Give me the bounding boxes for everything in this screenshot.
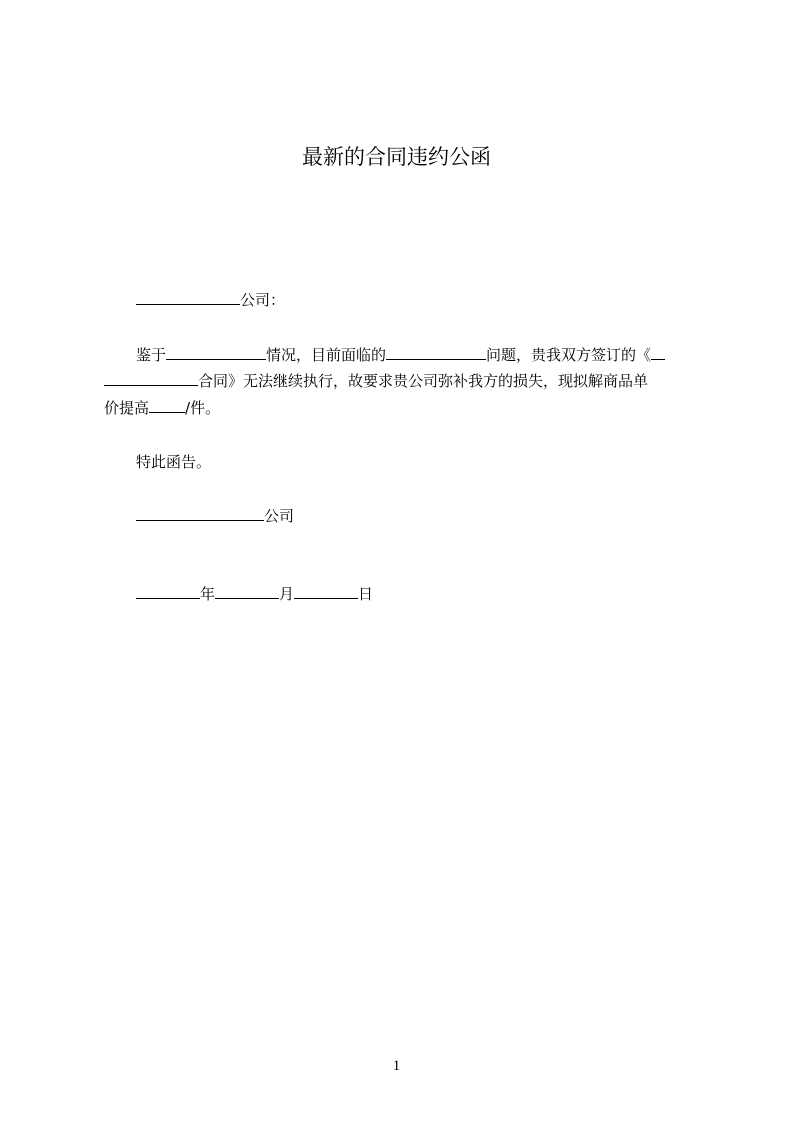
signature-blank <box>136 506 264 521</box>
addressee-suffix: 公司： <box>240 291 286 309</box>
body-text-1b: 情况，目前面临的 <box>266 346 387 364</box>
contract-blank-end <box>104 371 198 386</box>
closing-line: 特此函告。 <box>136 453 212 471</box>
body-line-3 <box>104 398 220 418</box>
document-title: 最新的合同违约公函 <box>302 145 491 169</box>
signature-suffix: 公司 <box>264 507 295 525</box>
body-text-3b: /件。 <box>185 399 221 417</box>
addressee-line <box>136 290 285 310</box>
day-label: 日 <box>358 585 374 603</box>
body-text-1a: 鉴于 <box>136 346 167 364</box>
body-line-1 <box>136 345 665 365</box>
problem-blank <box>386 345 486 360</box>
price-blank <box>149 398 185 413</box>
day-blank <box>294 584 358 599</box>
body-text-3a: 价提高 <box>104 399 150 417</box>
addressee-blank <box>136 290 240 305</box>
contract-blank-start <box>651 345 665 360</box>
situation-blank <box>166 345 266 360</box>
date-line <box>136 584 373 604</box>
month-blank <box>215 584 279 599</box>
signature-line <box>136 506 294 526</box>
year-blank <box>136 584 200 599</box>
page-number: 1 <box>392 1058 401 1074</box>
body-text-1c: 问题，贵我双方签订的《 <box>486 346 652 364</box>
body-line-2 <box>104 371 648 391</box>
month-label: 月 <box>279 585 295 603</box>
body-text-2a: 合同》无法继续执行，故要求贵公司弥补我方的损失，现拟解商品单 <box>198 372 649 390</box>
year-label: 年 <box>200 585 216 603</box>
